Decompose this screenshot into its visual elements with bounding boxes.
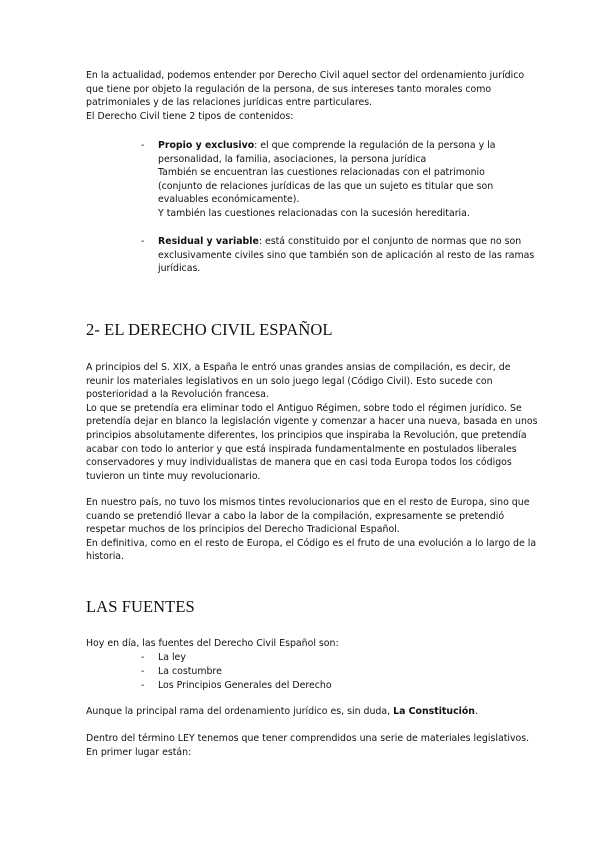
constitucion-paragraph — [86, 705, 526, 719]
text-line: cuando se pretendió llevar a cabo la labor de la compilación, expresamente se pretendió — [86, 510, 505, 522]
text-line: exclusivamente civiles sino que también son de aplicación al resto de las ramas — [158, 249, 535, 261]
text-line: historia. — [86, 551, 125, 563]
ley-paragraph — [86, 732, 530, 759]
text-line: Y también las cuestiones relacionadas con la sucesión hereditaria. — [158, 207, 470, 219]
fuentes-intro — [86, 637, 526, 651]
text-line: Dentro del término LEY tenemos que tener comprendidos una serie de materiales legislativos. — [86, 733, 530, 744]
bullet-dash: - — [141, 666, 145, 677]
text-line: acabar con todo lo anterior y que está inspirada fundamentalmente en postulados liberales — [86, 443, 517, 455]
text-line: que tiene por objeto la regulación de la persona, de sus intereses tanto morales como — [86, 83, 492, 95]
section-heading-fuentes: LAS FUENTES — [86, 597, 195, 616]
text-line: Lo que se pretendía era eliminar todo el Antiguo Régimen, sobre todo el régimen jurídico. Se — [86, 402, 522, 414]
bullet-dash: - — [141, 652, 145, 663]
text-line: tuvieron un tinte muy revolucionario. — [86, 470, 261, 482]
content-term: Propio y exclusivo — [158, 140, 255, 151]
constitucion-term: La Constitución — [393, 706, 475, 717]
bullet-dash: - — [141, 236, 145, 247]
text-line: En la actualidad, podemos entender por Derecho Civil aquel sector del ordenamiento jurídico — [86, 70, 525, 81]
content-term: Residual y variable — [158, 236, 259, 247]
constitucion-period: . — [474, 706, 478, 717]
text-line: En nuestro país, no tuvo los mismos tintes revolucionarios que en el resto de Europa, sino que — [86, 497, 530, 508]
text-line: (conjunto de relaciones jurídicas de las que un sujeto es titular que son — [158, 180, 494, 192]
text-line: respetar muchos de los principios del Derecho Tradicional Español. — [86, 524, 400, 536]
bullet-dash: - — [141, 680, 145, 691]
bullet-dash: - — [141, 140, 145, 151]
text-line: patrimoniales y de las relaciones jurídicas entre particulares. — [86, 97, 373, 109]
text-line: También se encuentran las cuestiones relacionadas con el patrimonio — [158, 167, 485, 179]
text-line: jurídicas. — [158, 263, 201, 275]
text-line: En definitiva, como en el resto de Europa, el Código es el fruto de una evolución a lo largo de la — [86, 537, 537, 549]
text-line: El Derecho Civil tiene 2 tipos de contenidos: — [86, 110, 294, 122]
text-line: personalidad, la familia, asociaciones, la persona jurídica — [158, 153, 427, 165]
text-line: reunir los materiales legislativos en un solo juego legal (Código Civil). Esto sucede con — [86, 375, 493, 387]
list-item-label: La ley — [158, 652, 186, 663]
text-line: A principios del S. XIX, a España le entró unas grandes ansias de compilación, es decir, de — [86, 362, 511, 373]
list-item-label: Los Principios Generales del Derecho — [158, 680, 332, 691]
text-line: evaluables económicamente). — [158, 194, 300, 206]
content-desc: : está constituido por el conjunto de normas que no son — [258, 236, 522, 247]
section2-paragraph-2 — [86, 496, 537, 564]
text-line: posterioridad a la Revolución francesa. — [86, 389, 269, 401]
section-heading-derecho-civil: 2- EL DERECHO CIVIL ESPAÑOL — [86, 320, 333, 339]
content-desc: : el que comprende la regulación de la persona y la — [254, 140, 496, 151]
intro-paragraph — [86, 69, 526, 123]
text-line: En primer lugar están: — [86, 746, 192, 758]
text-line: Hoy en día, las fuentes del Derecho Civil Español son: — [86, 638, 339, 649]
text-line: conservadores y muy individualistas de manera que en casi toda Europa todos los códigos — [86, 457, 512, 469]
section2-paragraph-1 — [86, 361, 538, 483]
text-line: principios absolutamente diferentes, los principios que inspiraba la Revolución, que pretendía — [86, 429, 527, 441]
list-item-label: La costumbre — [158, 666, 222, 677]
constitucion-text: Aunque la principal rama del ordenamiento jurídico es, sin duda, — [86, 706, 394, 717]
text-line: pretendía dejar en blanco la legislación vigente y comenzar a hacer una nueva, basada en unos — [86, 416, 538, 428]
